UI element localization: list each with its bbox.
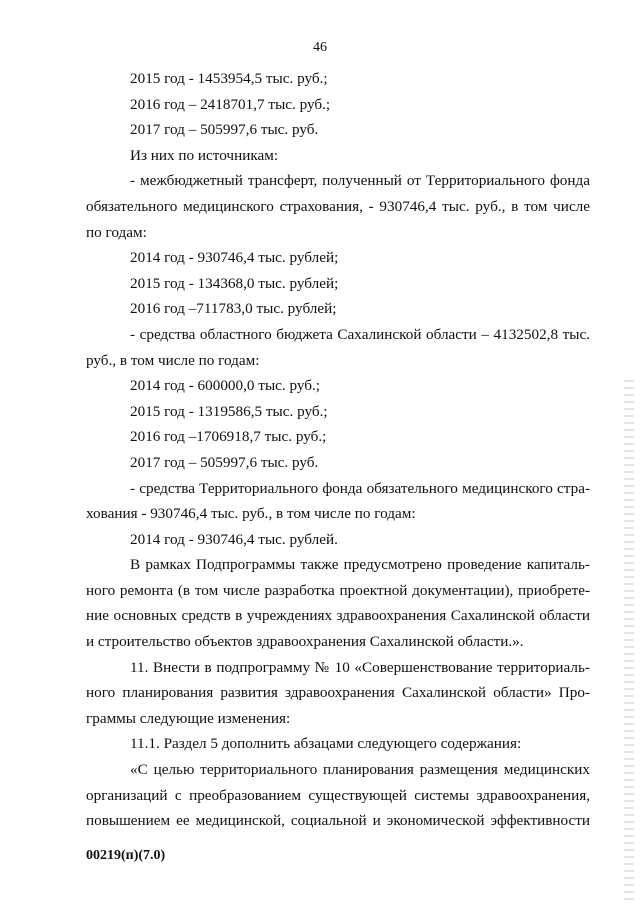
text-line: ного планирования развития здравоохранения Сахалинской области» Про- — [86, 684, 590, 702]
text-line: - средства областного бюджета Сахалинской области – 4132502,8 тыс. — [130, 325, 590, 343]
document-code: 00219(п)(7.0) — [86, 848, 166, 863]
text-line: 2016 год –1706918,7 тыс. руб.; — [130, 428, 327, 446]
text-line: 2014 год - 930746,4 тыс. рублей; — [130, 249, 339, 267]
text-line: ного ремонта (в том числе разработка проектной документации), приобрете- — [86, 581, 590, 599]
text-line: 2016 год – 2418701,7 тыс. руб.; — [130, 95, 331, 113]
text-line: 2017 год – 505997,6 тыс. руб. — [130, 121, 319, 139]
text-line: ние основных средств в учреждениях здравоохранения Сахалинской области — [86, 607, 590, 625]
text-line: 2015 год - 134368,0 тыс. рублей; — [130, 274, 339, 292]
text-line: повышением ее медицинской, социальной и экономической эффективности — [86, 812, 590, 830]
text-line: граммы следующие изменения: — [86, 709, 291, 727]
text-line: 11.1. Раздел 5 дополнить абзацами следующего содержания: — [130, 735, 522, 753]
text-line: 2015 год - 1319586,5 тыс. руб.; — [130, 402, 328, 420]
text-line: Из них по источникам: — [130, 146, 279, 164]
text-line: 2016 год –711783,0 тыс. рублей; — [130, 300, 337, 318]
text-line: 11. Внести в подпрограмму № 10 «Совершенствование территориаль- — [130, 658, 590, 676]
scan-edge-artifact — [624, 380, 634, 900]
text-line: 2014 год - 600000,0 тыс. руб.; — [130, 377, 321, 395]
text-line: - межбюджетный трансферт, полученный от Территориального фонда — [130, 172, 590, 190]
text-line: организаций с преобразованием существующей системы здравоохранения, — [86, 786, 590, 804]
text-line: руб., в том числе по годам: — [86, 351, 260, 369]
text-line: - средства Территориального фонда обязательного медицинского стра- — [130, 479, 590, 497]
text-line: 2015 год - 1453954,5 тыс. руб.; — [130, 70, 328, 87]
text-line: хования - 930746,4 тыс. руб., в том числе по годам: — [86, 505, 416, 523]
text-line: обязательного медицинского страхования, - 930746,4 тыс. руб., в том числе — [86, 197, 590, 215]
text-line: В рамках Подпрограммы также предусмотрено проведение капиталь- — [130, 556, 590, 574]
text-line: «С целью территориального планирования размещения медицинских — [130, 761, 590, 779]
text-line: 2017 год – 505997,6 тыс. руб. — [130, 453, 319, 471]
document-body — [86, 66, 590, 834]
text-line: по годам: — [86, 223, 147, 241]
text-line: и строительство объектов здравоохранения Сахалинской области.». — [86, 633, 524, 651]
page-number: 46 — [313, 40, 327, 55]
text-line: 2014 год - 930746,4 тыс. рублей. — [130, 530, 338, 548]
